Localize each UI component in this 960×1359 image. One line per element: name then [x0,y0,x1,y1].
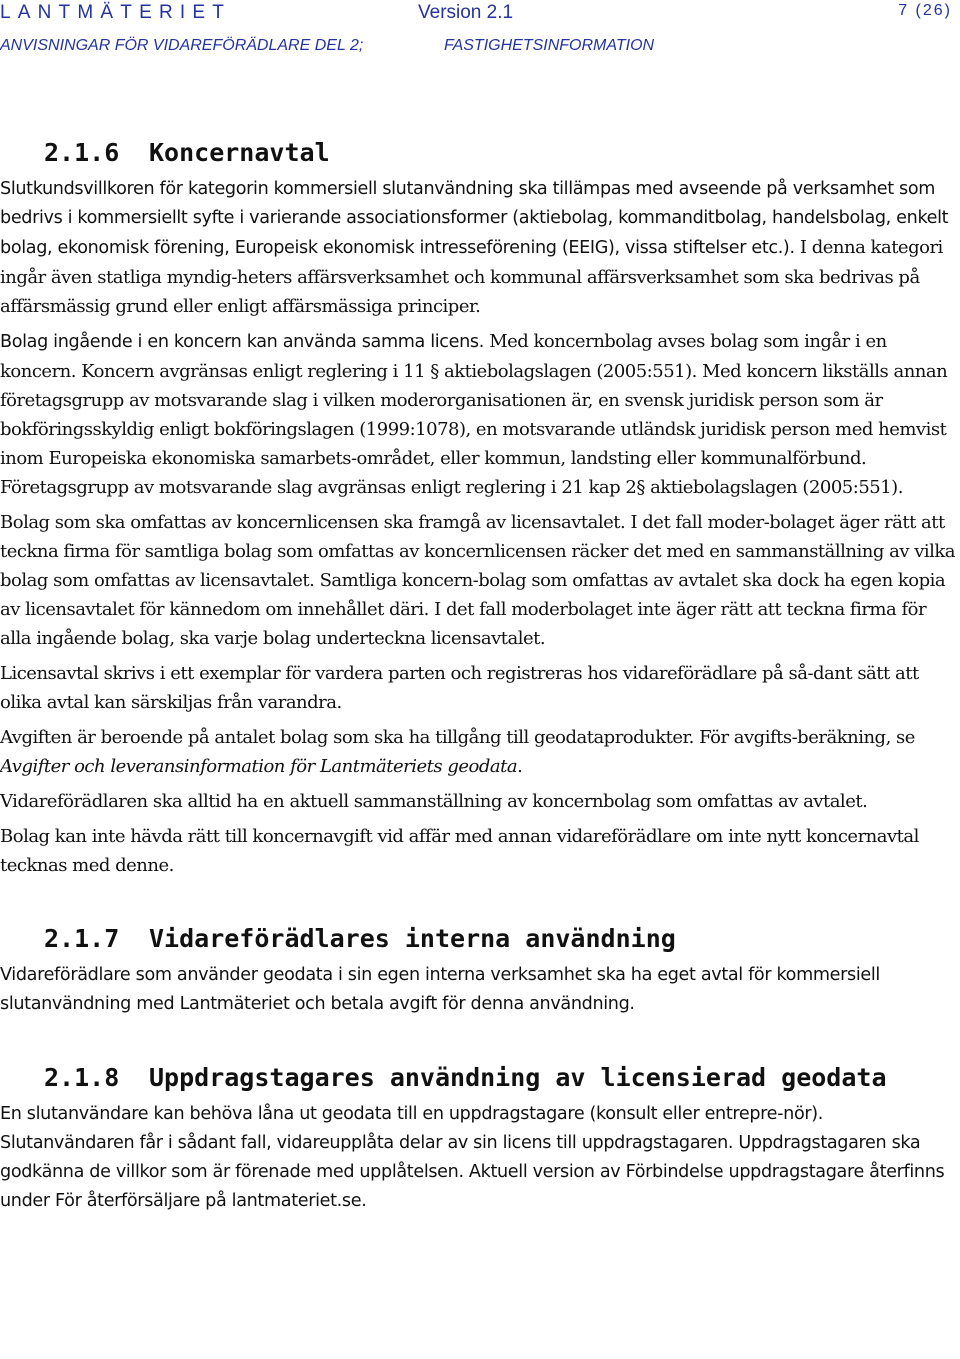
document-body [0,138,956,1216]
document-reference: Avgifter och leveransinformation för Lantmäteriets geodata [0,756,518,777]
page-number: 7 (26) [898,2,952,19]
section-title: Uppdragstagares användning av licensierad geodata [149,1063,887,1092]
paragraph: Vidareförädlaren ska alltid ha en aktuell sammanställning av koncernbolag som omfattas av avtalet. [0,791,868,812]
section-heading-2-1-7 [0,924,956,953]
document-version: Version 2.1 [418,2,514,23]
paragraph [0,175,956,321]
paragraph-text: Slutkundsvillkoren för kategorin kommersiell slutanvändning ska tillämpas med avseende på verksamhet som bedrivs i kommersiellt syfte i varierande associationsformer (aktiebolag, kommanditbolag, handelsbolag, enkelt bolag, ekonomisk förening, Europeisk ekonomisk intresseförening (EEIG), vissa stiftelser etc.). [0,179,949,258]
paragraph-text: . [517,756,523,777]
paragraph-text: I denna kategori ingår även statliga myndig-heters affärsverksamhet och kommunal affärsverksamhet som ska bedrivas på affärsmässig grund eller enligt affärsmässiga principer. [0,237,943,317]
section-heading-2-1-8 [0,1063,956,1092]
document-title: ANVISNINGAR FÖR VIDAREFÖRÄDLARE DEL 2; [0,37,364,54]
paragraph-text: En slutanvändare kan behöva låna ut geodata till en uppdragstagare (konsult eller entrepre-nör). Slutanvändaren får i sådant fall, vidareupplåta delar av sin licens till uppdragstagaren. Uppdragstagaren ska godkänna de villkor som är förenade med upplåtelsen. Aktuell version av Förbindelse uppdragstagare återfinns under [0,1104,945,1211]
paragraph-text: Avgiften är beroende på antalet bolag som ska ha tillgång till geodataprodukter. För avgifts-beräkning, se [0,727,915,748]
paragraph: Licensavtal skrivs i ett exemplar för vardera parten och registreras hos vidareförädlare på så-dant sätt att olika avtal kan särskiljas från varandra. [0,663,919,713]
section-number: 2.1.8 [44,1063,120,1092]
page-header [0,0,960,62]
document-subject: FASTIGHETSINFORMATION [444,37,655,54]
section-number: 2.1.7 [44,924,120,953]
paragraph [0,1100,956,1216]
paragraph: Vidareförädlare som använder geodata i sin egen interna verksamhet ska ha eget avtal för kommersiell slutanvändning med Lantmäteriet och betala avgift för denna användning. [0,965,880,1014]
reference-link-label: För återförsäljare [55,1191,200,1211]
paragraph [0,327,956,502]
paragraph [0,723,956,781]
section-heading-2-1-6 [0,138,956,167]
section-title: Vidareförädlares interna användning [149,924,676,953]
paragraph-text: Bolag ingående i en koncern kan använda samma licens. [0,332,484,352]
paragraph-text: Med koncernbolag avses bolag som ingår i en koncern. Koncern avgränsas enligt reglering i 11 § aktiebolagslagen (2005:551). Med koncern likställs annan företagsgrupp av motsvarande slag i vilken moderorganisationen är, en svensk juridisk person som är bokföringsskyldig enligt bokföringslagen (1999:1078), en motsvarande utländsk juridisk person med hemvist inom Europeiska ekonomiska samarbets-området, eller kommun, landsting eller kommunalförbund. Företagsgrupp av motsvarande slag avgränsas enligt reglering i 21 kap 2§ aktiebolagslagen (2005:551). [0,331,948,498]
section-title: Koncernavtal [149,138,330,167]
paragraph: Bolag kan inte hävda rätt till koncernavgift vid affär med annan vidareförädlare om inte nytt koncernavtal tecknas med denne. [0,826,919,876]
paragraph-text: på lantmateriet.se. [199,1191,367,1211]
section-number: 2.1.6 [44,138,120,167]
paragraph: Bolag som ska omfattas av koncernlicensen ska framgå av licensavtalet. I det fall moder-bolaget äger rätt att teckna firma för samtliga bolag som omfattas av koncernlicensen räcker det med en sammanställning av vilka bolag som omfattas av licensavtalet. Samtliga koncern-bolag som omfattas av avtalet ska dock ha egen kopia av licensavtalet för kännedom om innehållet däri. I det fall moderbolaget inte äger rätt att teckna firma för alla ingående bolag, ska varje bolag underteckna licensavtalet. [0,512,956,649]
organization-name: LANTMÄTERIET [0,2,232,23]
